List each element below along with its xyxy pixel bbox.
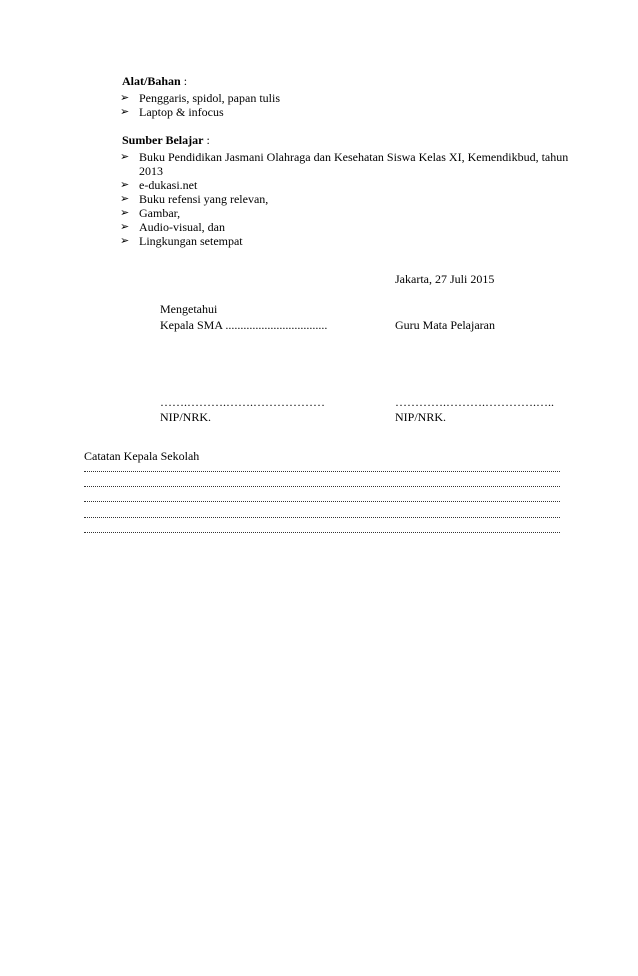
alat-bahan-list — [120, 91, 572, 119]
sumber-belajar-colon: : — [203, 133, 210, 147]
arrow-bullet-icon: ➢ — [120, 220, 130, 233]
alat-bahan-title: Alat/Bahan — [122, 74, 181, 88]
arrow-bullet-icon: ➢ — [120, 192, 130, 205]
list-item — [120, 192, 572, 206]
arrow-bullet-icon: ➢ — [120, 178, 130, 191]
sumber-belajar-heading — [122, 133, 572, 147]
place-date: Jakarta, 27 Juli 2015 — [395, 272, 495, 286]
list-item — [120, 105, 572, 119]
catatan-dotted-line — [84, 486, 560, 487]
alat-bahan-colon: : — [180, 74, 188, 88]
list-item-text: Audio-visual, dan — [139, 220, 225, 234]
list-item — [120, 178, 572, 192]
mengetahui-label: Mengetahui — [160, 302, 218, 316]
kepala-signature-line: …….……….…….……………… — [160, 395, 325, 409]
arrow-bullet-icon: ➢ — [120, 91, 130, 104]
guru-nip-label: NIP/NRK. — [395, 410, 447, 424]
guru-mata-pelajaran-label: Guru Mata Pelajaran — [395, 318, 495, 332]
guru-signature-line: ………….……….………….….. — [395, 395, 554, 409]
list-item-text: e-dukasi.net — [139, 178, 198, 192]
list-item-text: Laptop & infocus — [139, 105, 224, 119]
list-item-text: Buku refensi yang relevan, — [139, 192, 269, 206]
alat-bahan-heading — [122, 74, 572, 88]
catatan-title: Catatan Kepala Sekolah — [84, 449, 200, 463]
arrow-bullet-icon: ➢ — [120, 206, 130, 219]
list-item — [120, 206, 572, 220]
arrow-bullet-icon: ➢ — [120, 234, 130, 247]
list-item — [120, 220, 572, 234]
arrow-bullet-icon: ➢ — [120, 150, 130, 163]
catatan-dotted-line — [84, 532, 560, 533]
list-item-text: Buku Pendidikan Jasmani Olahraga dan Kesehatan Siswa Kelas XI, Kemendikbud, tahun 2013 — [139, 150, 569, 178]
catatan-dotted-line — [84, 517, 560, 518]
alat-bahan-section — [122, 74, 572, 119]
list-item-text: Lingkungan setempat — [139, 234, 243, 248]
list-item — [120, 150, 572, 178]
list-item — [120, 91, 572, 105]
sumber-belajar-list — [120, 150, 572, 248]
kepala-nip-label: NIP/NRK. — [160, 410, 212, 424]
list-item — [120, 234, 572, 248]
catatan-dotted-line — [84, 471, 560, 472]
catatan-dotted-line — [84, 501, 560, 502]
sumber-belajar-section — [122, 133, 572, 248]
list-item-text: Gambar, — [139, 206, 181, 220]
arrow-bullet-icon: ➢ — [120, 105, 130, 118]
sumber-belajar-title: Sumber Belajar — [122, 133, 204, 147]
list-item-text: Penggaris, spidol, papan tulis — [139, 91, 280, 105]
kepala-sma-label: Kepala SMA .................................. — [160, 318, 328, 332]
